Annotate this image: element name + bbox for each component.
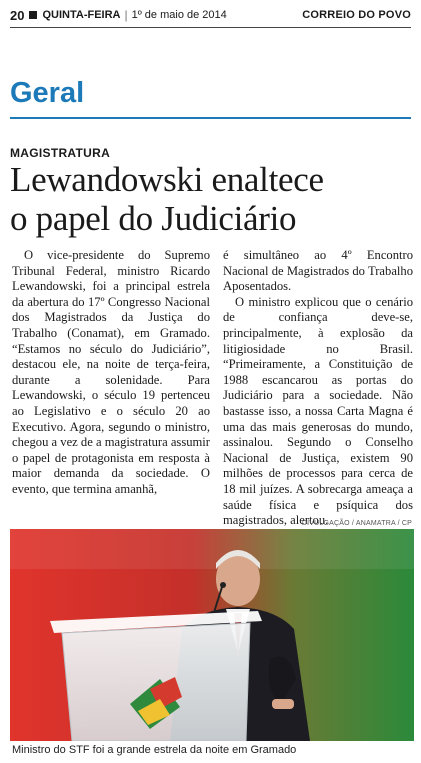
issue-date: 1º de maio de 2014 [131,9,227,21]
separator: | [124,8,128,22]
photo-caption: Ministro do STF foi a grande estrela da noite em Gramado [12,744,297,756]
headline-line-2: o papel do Judiciário [10,199,297,238]
article-kicker: MAGISTRATURA [10,146,111,160]
article-photo [10,529,414,741]
square-bullet-icon [29,11,37,19]
article-paragraph: é simultâneo ao 4º Encontro Nacional de Magistrados do Trabalho Aposentados. [223,248,413,294]
page-number: 20 [10,7,25,23]
article-column-left [12,248,210,498]
article-paragraph: O ministro explicou que o cenário de confiança deve-se, principalmente, à explosão da litigiosidade no Brasil. “Primeiramente, a Constituição de 1988 escancarou as portas do Judiciário para a sociedade. Não bastasse isso, a nossa Carta Magna é uma das mais generosas do mundo, assinalou. Segundo o Conselho Nacional de Justiça, existem 90 milhões de processos para cerca de 18 mil juízes. A sobrecarga ameaça a saúde física e psíquica dos magistrados, alertou. [223,294,413,528]
article-column-right [223,248,413,529]
newspaper-name: CORREIO DO POVO [302,9,411,21]
photo-credit: DIVULGAÇÃO / ANAMATRA / CP [301,520,412,527]
masthead [10,4,411,26]
section-title: Geral [10,77,85,109]
weekday: QUINTA-FEIRA [42,9,121,21]
article-paragraph: O vice-presidente do Supremo Tribunal Federal, ministro Ricardo Lewandowski, foi a principal estrela da abertura do 17º Congresso Nacional dos Magistrados da Justiça do Trabalho (Conamat), em Gramado. “Estamos no século do Judiciário”, destacou ele, na noite de terça-feira, durante a solenidade. Para Lewandowski, o século 19 pertenceu ao Legislativo e o século 20 ao Executivo. Agora, segundo o ministro, chegou a vez de a magistratura assumir o papel de protagonista em resposta à maior demanda da sociedade. O evento, que termina amanhã, [12,248,210,496]
masthead-rule [10,27,411,28]
section-rule [10,117,411,119]
headline-line-1: Lewandowski enaltece [10,160,324,199]
photo-illustration [10,529,414,741]
article-headline [10,160,415,238]
